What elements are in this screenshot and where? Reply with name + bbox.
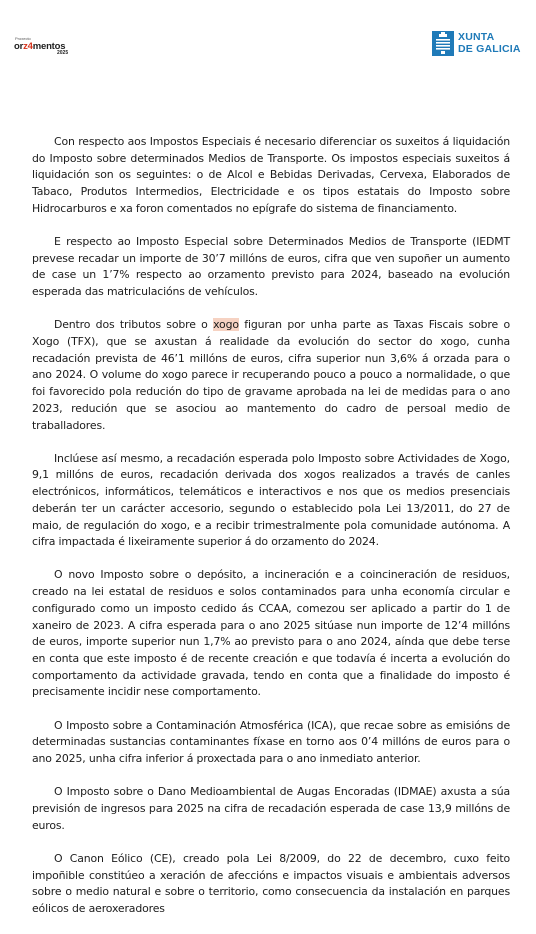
logo-wordmark: orz4mentos xyxy=(14,41,66,52)
paragraph-idmae: O Imposto sobre o Dano Medioambiental de Augas Encoradas (IDMAE) axusta a súa previsión de ingresos para 2025 na cifra de recadación esperada de case 13,9 millóns de euros. xyxy=(32,785,510,832)
paragraph-imposto-residuos: O novo Imposto sobre o depósito, a incineración e a coincineración de residuos, creado na lei estatal de residuos e solos contaminados para unha economía circular e configurado como un imposto cedido ás CCAA, comezou ser aplicado a partir do 1 de xaneiro de 2023. A cifra esperada para o ano 2025 sitúase nun importe de 12’4 millóns de euros, importe superior nun 1,7% ao previsto para o ano 2024, aínda que debe terse en conta que este imposto é de recente creación e que todavía é incerta a evolución do comportamento da actividade gravada, tendo en conta que a finalidade do imposto é precisamente incidir nese comportamento. xyxy=(32,568,510,699)
document-body xyxy=(32,134,510,934)
logo-top-text: Proxecto xyxy=(15,36,31,41)
highlighted-term: xogo xyxy=(213,318,239,332)
xunta-emblem-icon xyxy=(432,31,454,56)
xunta-wordmark: XUNTA DE GALICIA xyxy=(458,31,521,55)
page-header xyxy=(0,0,536,70)
paragraph-impostos-especiais: Con respecto aos Impostos Especiais é necesario diferenciar os suxeitos á liquidación do Imposto sobre determinados Medios de Transporte. Os impostos especiais suxeitos á liquidación son os seguintes: o de Alcol e Bebidas Derivadas, Cervexa, Elaborados de Tabaco, Produtos Intermedios, Electricidade e os tipos estatais do Imposto sobre Hidrocarburos e xa foron comentados no epígrafe do sistema de financiamento. xyxy=(32,135,510,215)
paragraph-iedmt: E respecto ao Imposto Especial sobre Determinados Medios de Transporte (IEDMT prevese recadar un importe de 30’7 millóns de euros, cifra que ven supoñer un aumento de case un 1’7% respecto ao orzamento previsto para 2024, baseado na evolución esperada das matriculacións de vehículos. xyxy=(32,235,510,299)
logo-year: 2025 xyxy=(57,50,69,56)
xunta-de-galicia-logo xyxy=(432,31,522,57)
orzamentos-2025-logo xyxy=(14,38,84,58)
paragraph-ica: O Imposto sobre a Contaminación Atmosférica (ICA), que recae sobre as emisións de determinadas sustancias contaminantes fíxase en torno aos 0’4 millóns de euros para o ano 2025, unha cifra inferior á proxectada para o ano inmediato anterior. xyxy=(32,718,510,765)
paragraph-canon-eolico: O Canon Eólico (CE), creado pola Lei 8/2009, do 22 de decembro, cuxo feito impoñible constitúeo a xeración de afeccións e impactos visuais e ambientais adversos sobre o medio natural e sobre o territorio, como consecuencia da instalación en parques eólicos de aeroxeradores xyxy=(32,851,510,915)
paragraph-actividades-xogo: Inclúese así mesmo, a recadación esperada polo Imposto sobre Actividades de Xogo, 9,1 millóns de euros, recadación derivada dos xogos realizados a través de canles electrónicos, informáticos, telemáticos e interactivos e nos que os medios presenciais deberán ter un carácter accesorio, segundo o establecido pola Lei 13/2011, do 27 de maio, de regulación do xogo, e a recibir trimestralmente pola comunidade autónoma. A cifra impactada é lixeiramente superior á do orzamento do 2024. xyxy=(32,451,510,549)
paragraph-tributos-xogo: Dentro dos tributos sobre o xogo figuran por unha parte as Taxas Fiscais sobre o Xogo (TFX), que se axustan á realidade da evolución do sector do xogo, cunha recadación prevista de 46’1 millóns de euros, cifra superior nun 3,6% á orzada para o ano 2024. O volume do xogo parece ir recuperando pouco a pouco a normalidade, o que foi favorecido pola redución do tipo de gravame aprobada na lei de medidas para o ano 2023, redución que se asociou ao mantemento do cadro de persoal medio de traballadores. xyxy=(32,318,510,432)
